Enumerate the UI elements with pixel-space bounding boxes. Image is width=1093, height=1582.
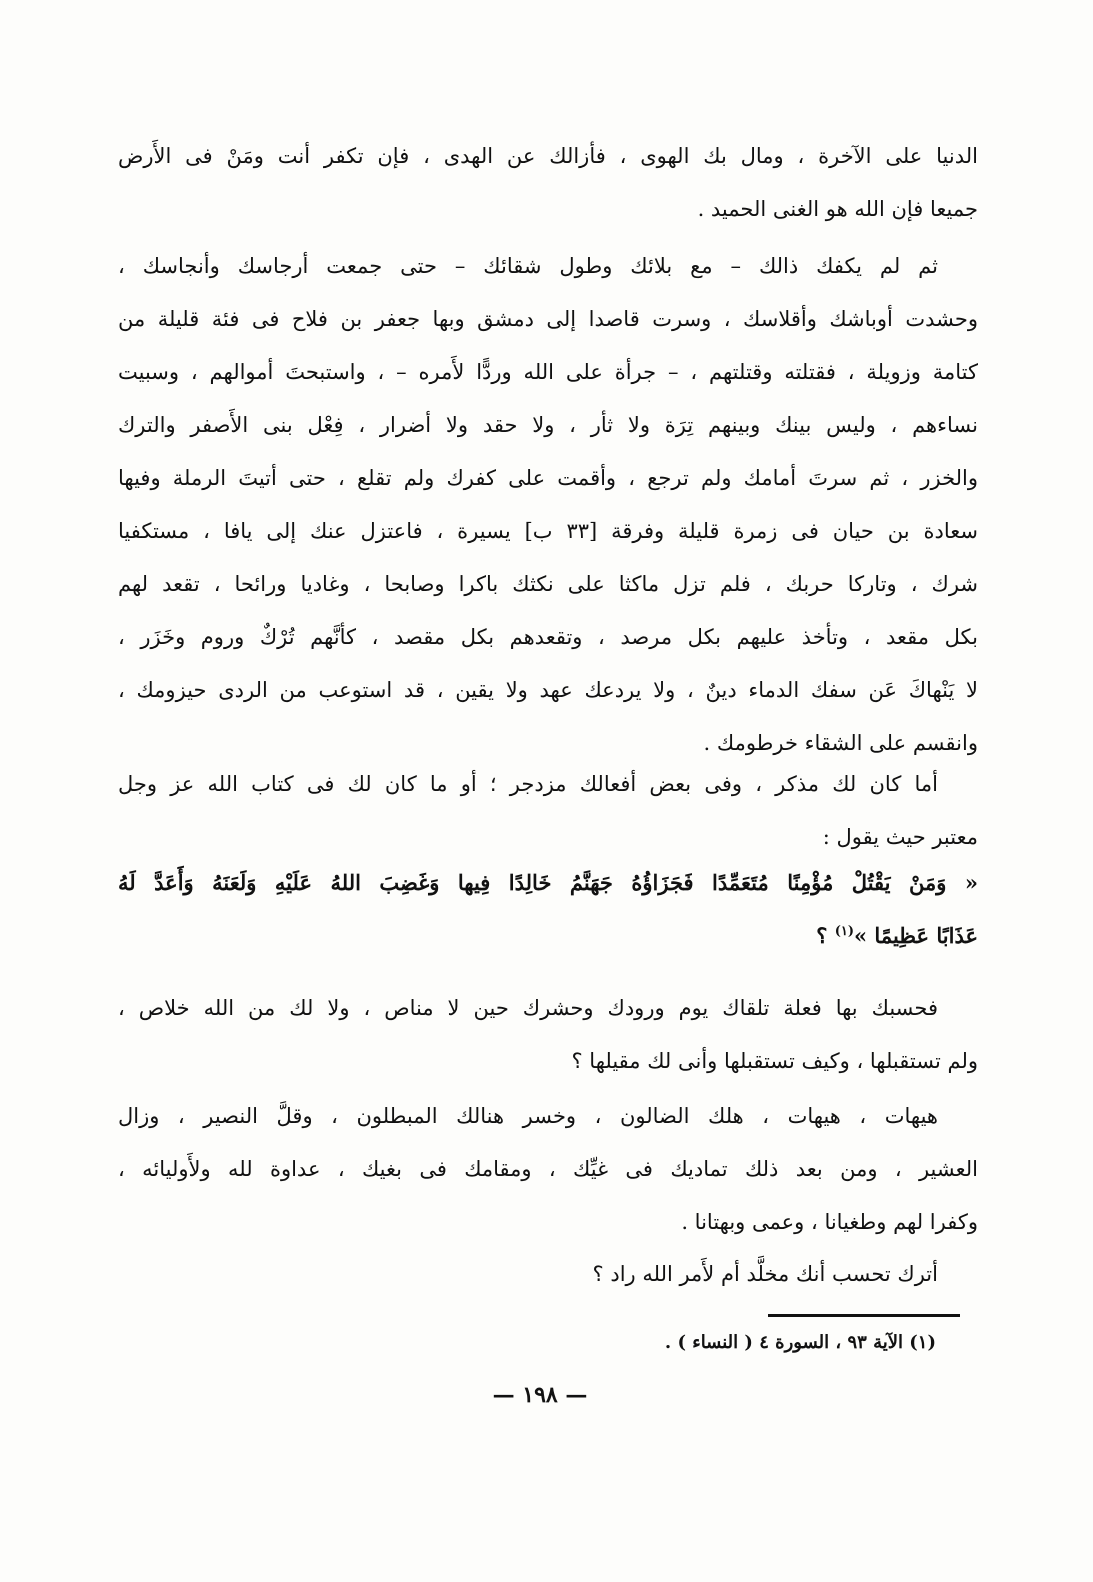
- text-line: شرك ، وتاركا حربك ، فلم تزل ماكثا على نكثك باكرا وصابحا ، وغاديا ورائحا ، تقعد لهم: [118, 572, 978, 596]
- text-line: معتبر حيث يقول :: [822, 825, 978, 849]
- text-line: هيهات ، هيهات ، هلك الضالون ، وخسر هنالك المبطلون ، وقلَّ النصير ، وزال: [118, 1104, 938, 1128]
- text-line: ثم لم يكفك ذالك – مع بلائك وطول شقائك – حتى جمعت أرجاسك وأنجاسك ،: [118, 254, 938, 278]
- main-text: [118, 758, 978, 864]
- main-text: [118, 1090, 978, 1249]
- text-line: جميعا فإن الله هو الغنى الحميد .: [697, 197, 978, 221]
- text-line: نساءهم ، وليس بينك وبينهم تِرَة ولا ثأر ، ولا حقد ولا أضرار ، فِعْل بنى الأَصفر والترك: [118, 413, 978, 437]
- main-text: [118, 982, 978, 1088]
- text-line: « وَمَنْ يَقْتُلْ مُؤْمِنًا مُتَعَمِّدًا فَجَزَاؤُهُ جَهَنَّمُ خَالِدًا فِيها وَغَضِبَ اللهُ عَلَيْهِ وَلَعَنَهُ وَأَعَدَّ لَهُ: [118, 870, 978, 895]
- text-line: وكفرا لهم وطغيانا ، وعمى وبهتانا .: [681, 1210, 978, 1234]
- text-line: لا يَنْهاكَ عَن سفك الدماء دينٌ ، ولا يردعك عهد ولا يقين ، قد استوعب من الردى حيزومك ،: [118, 678, 978, 702]
- main-text: [118, 130, 978, 236]
- quran-tail: ؟: [816, 923, 835, 948]
- quran-verse: [118, 856, 978, 962]
- text-line: وحشدت أوباشك وأقلاسك ، وسرت قاصدا إلى دمشق وبها جعفر بن فلاح فى فئة قليلة من: [118, 307, 978, 331]
- quran-text: عَذَابًا عَظِيمًا »: [853, 923, 978, 948]
- text-line: الدنيا على الآخرة ، ومال بك الهوى ، فأزالك عن الهدى ، فإن تكفر أنت ومَنْ فى الأَرض: [118, 144, 978, 168]
- text-line: بكل مقعد ، وتأخذ عليهم بكل مرصد ، وتقعدهم بكل مقصد ، كأنَّهم تُرْكٌ وروم وخَزَر ،: [118, 625, 978, 649]
- text-line: سعادة بن حيان فى زمرة قليلة وفرقة [٣٣ ب] يسيرة ، فاعتزل عنك إلى يافا ، مستكفيا: [118, 519, 978, 543]
- main-text: [118, 1248, 978, 1301]
- footnote: (١) الآية ٩٣ ، السورة ٤ ( النساء ) .: [664, 1332, 936, 1353]
- main-text: [118, 240, 978, 770]
- text-line: [118, 909, 978, 962]
- text-line: فحسبك بها فعلة تلقاك يوم ورودك وحشرك حين لا مناص ، ولا لك من الله خلاص ،: [118, 996, 938, 1020]
- text-line: والخزر ، ثم سرتَ أمامك ولم ترجع ، وأقمت على كفرك ولم تقلع ، حتى أتيتَ الرملة وفيها: [118, 466, 978, 490]
- text-line: ولم تستقبلها ، وكيف تستقبلها وأنى لك مقيلها ؟: [571, 1049, 978, 1073]
- text-line: كتامة وزويلة ، فقتلته وقتلتهم ، – جرأة على الله وردًّا لأَمره – ، واستبحتَ أموالهم ، وسبيت: [118, 360, 978, 384]
- page-number: — ١٩٨ —: [492, 1382, 588, 1408]
- footnote-divider: [768, 1314, 960, 1317]
- text-line: أترك تحسب أنك مخلَّد أم لأَمر الله راد ؟: [592, 1262, 938, 1286]
- footnote-ref: (١): [834, 924, 854, 939]
- text-line: وانقسم على الشقاء خرطومك .: [703, 731, 978, 755]
- text-line: العشير ، ومن بعد ذلك تماديك فى غيِّك ، ومقامك فى بغيك ، عداوة لله ولأَوليائه ،: [118, 1157, 978, 1181]
- text-line: أما كان لك مذكر ، وفى بعض أفعالك مزدجر ؛ أو ما كان لك فى كتاب الله عز وجل: [118, 772, 938, 796]
